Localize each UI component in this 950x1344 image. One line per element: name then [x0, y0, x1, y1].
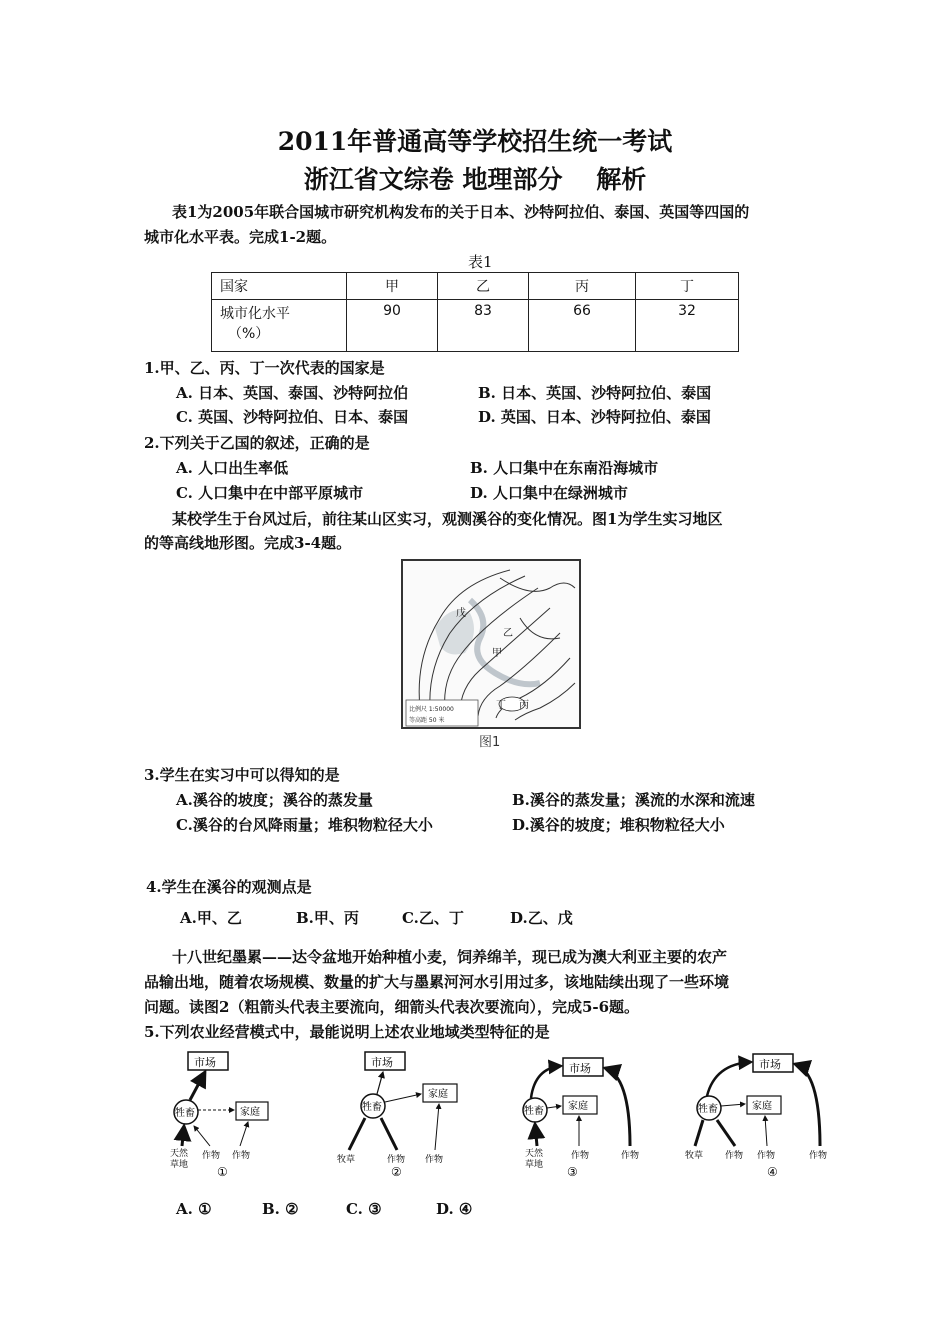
grassland-label-1: 天然	[170, 1149, 189, 1159]
interval-text: 等高距 50 米	[409, 717, 445, 724]
q1-stem: 1.甲、乙、丙、丁一次代表的国家是	[144, 359, 385, 377]
q5-stem: 5.下列农业经营模式中，最能说明上述农业地域类型特征的是	[144, 1023, 550, 1041]
figure1-caption: 图1	[479, 735, 501, 750]
point-label-wu: 戊	[456, 608, 466, 619]
diagram-number: ②	[391, 1165, 402, 1179]
q3-stem: 3.学生在实习中可以得知的是	[144, 766, 340, 784]
intro1-line2: 城市化水平表。完成1-2题。	[144, 228, 337, 246]
diagram-number: ④	[767, 1165, 778, 1179]
diagram-number: ①	[217, 1165, 228, 1179]
table-cell: 32	[636, 300, 739, 352]
point-label-jia: 甲	[492, 648, 502, 659]
diagram-4	[685, 1054, 827, 1179]
table1-caption: 表1	[468, 253, 493, 271]
crop-label: 作物	[387, 1155, 406, 1165]
q3-option-d: D.溪谷的坡度；堆积物粒径大小	[512, 816, 725, 834]
livestock-label: 牲畜	[175, 1108, 195, 1119]
crop-label: 作物	[757, 1151, 776, 1161]
table-header-cell: 乙	[438, 273, 529, 300]
q4-option-a: A.甲、乙	[180, 909, 242, 927]
table-cell: 83	[438, 300, 529, 352]
table-row-label	[212, 300, 347, 352]
family-label: 家庭	[240, 1107, 260, 1118]
crop-label: 作物	[571, 1151, 590, 1161]
market-label: 市场	[759, 1058, 781, 1071]
q5-option-a: A. ①	[176, 1200, 212, 1218]
livestock-label: 牲畜	[524, 1106, 544, 1117]
scale-text: 比例尺 1:50000	[409, 706, 454, 713]
page-subtitle: 浙江省文综卷 地理部分 解析	[303, 165, 647, 194]
urbanization-table	[211, 272, 739, 352]
table-cell: 90	[347, 300, 438, 352]
point-label-ding: 丁	[496, 700, 506, 711]
intro3-line2: 品输出地，随着农场规模、数量的扩大与墨累河河水引用过多，该地陆续出现了一些环境	[144, 973, 730, 991]
table-header-cell: 丁	[636, 273, 739, 300]
q5-option-c: C. ③	[346, 1200, 382, 1218]
intro2-line2: 的等高线地形图。完成3-4题。	[144, 534, 352, 552]
grassland-label-2: 草地	[170, 1160, 189, 1170]
q5-option-d: D. ④	[436, 1200, 473, 1218]
intro2-line1: 某校学生于台风过后，前往某山区实习，观测溪谷的变化情况。图1为学生实习地区	[172, 510, 723, 528]
q4-option-b: B.甲、丙	[296, 909, 359, 927]
q2-option-a: A. 人口出生率低	[176, 459, 289, 477]
grassland-label-2: 草地	[525, 1160, 544, 1170]
diagram-number: ③	[567, 1165, 578, 1179]
q5-option-b: B. ②	[262, 1200, 299, 1218]
q3-option-a: A.溪谷的坡度；溪谷的蒸发量	[176, 791, 373, 809]
livestock-label: 牲畜	[362, 1102, 382, 1113]
market-label: 市场	[569, 1062, 591, 1075]
row-label-line1: 城市化水平	[220, 306, 290, 322]
family-label: 家庭	[568, 1101, 588, 1112]
crop-label: 作物	[809, 1151, 828, 1161]
market-label: 市场	[194, 1056, 216, 1069]
crop-label: 作物	[621, 1151, 640, 1161]
diagram-1	[170, 1052, 268, 1179]
point-label-bing: 丙	[519, 700, 529, 711]
table-cell: 66	[529, 300, 636, 352]
crop-label: 作物	[232, 1151, 251, 1161]
q4-option-c: C.乙、丁	[402, 909, 464, 927]
pasture-label: 牧草	[337, 1155, 356, 1165]
q1-option-c: C. 英国、沙特阿拉伯、日本、泰国	[176, 408, 409, 426]
pasture-label: 牧草	[685, 1151, 704, 1161]
grassland-label-1: 天然	[525, 1149, 544, 1159]
q4-option-d: D.乙、戊	[510, 909, 573, 927]
page-title: 2011年普通高等学校招生统一考试	[277, 127, 673, 156]
intro3-line3: 问题。读图2（粗箭头代表主要流向，细箭头代表次要流向），完成5-6题。	[144, 998, 640, 1016]
q1-option-d: D. 英国、日本、沙特阿拉伯、泰国	[478, 408, 711, 426]
q3-option-b: B.溪谷的蒸发量；溪流的水深和流速	[512, 791, 755, 809]
table-header-cell: 甲	[347, 273, 438, 300]
crop-label: 作物	[202, 1151, 221, 1161]
farming-models-figure	[160, 1046, 840, 1186]
point-label-yi: 乙	[503, 628, 513, 639]
crop-label: 作物	[425, 1155, 444, 1165]
table-header-cell: 丙	[529, 273, 636, 300]
family-label: 家庭	[428, 1089, 448, 1100]
contour-map-figure	[400, 558, 582, 750]
crop-label: 作物	[725, 1151, 744, 1161]
table-row	[212, 300, 739, 352]
q2-stem: 2.下列关于乙国的叙述，正确的是	[144, 434, 370, 452]
family-label: 家庭	[752, 1101, 772, 1112]
table-header-row	[212, 273, 739, 300]
intro3-line1: 十八世纪墨累——达令盆地开始种植小麦，饲养绵羊，现已成为澳大利亚主要的农产	[172, 948, 728, 966]
table-header-cell: 国家	[212, 273, 347, 300]
q2-option-b: B. 人口集中在东南沿海城市	[470, 459, 659, 477]
diagram-2	[337, 1052, 457, 1179]
row-label-line2: （%）	[228, 326, 270, 342]
diagram-3	[523, 1058, 639, 1179]
q3-option-c: C.溪谷的台风降雨量；堆积物粒径大小	[176, 816, 433, 834]
q2-option-c: C. 人口集中在中部平原城市	[176, 484, 364, 502]
q2-option-d: D. 人口集中在绿洲城市	[470, 484, 628, 502]
intro1-line1: 表1为2005年联合国城市研究机构发布的关于日本、沙特阿拉伯、泰国、英国等四国的	[172, 203, 750, 221]
q4-stem: 4.学生在溪谷的观测点是	[146, 878, 312, 896]
q1-option-b: B. 日本、英国、沙特阿拉伯、泰国	[478, 384, 712, 402]
livestock-label: 牲畜	[698, 1104, 718, 1115]
market-label: 市场	[371, 1056, 393, 1069]
q1-option-a: A. 日本、英国、泰国、沙特阿拉伯	[176, 384, 409, 402]
